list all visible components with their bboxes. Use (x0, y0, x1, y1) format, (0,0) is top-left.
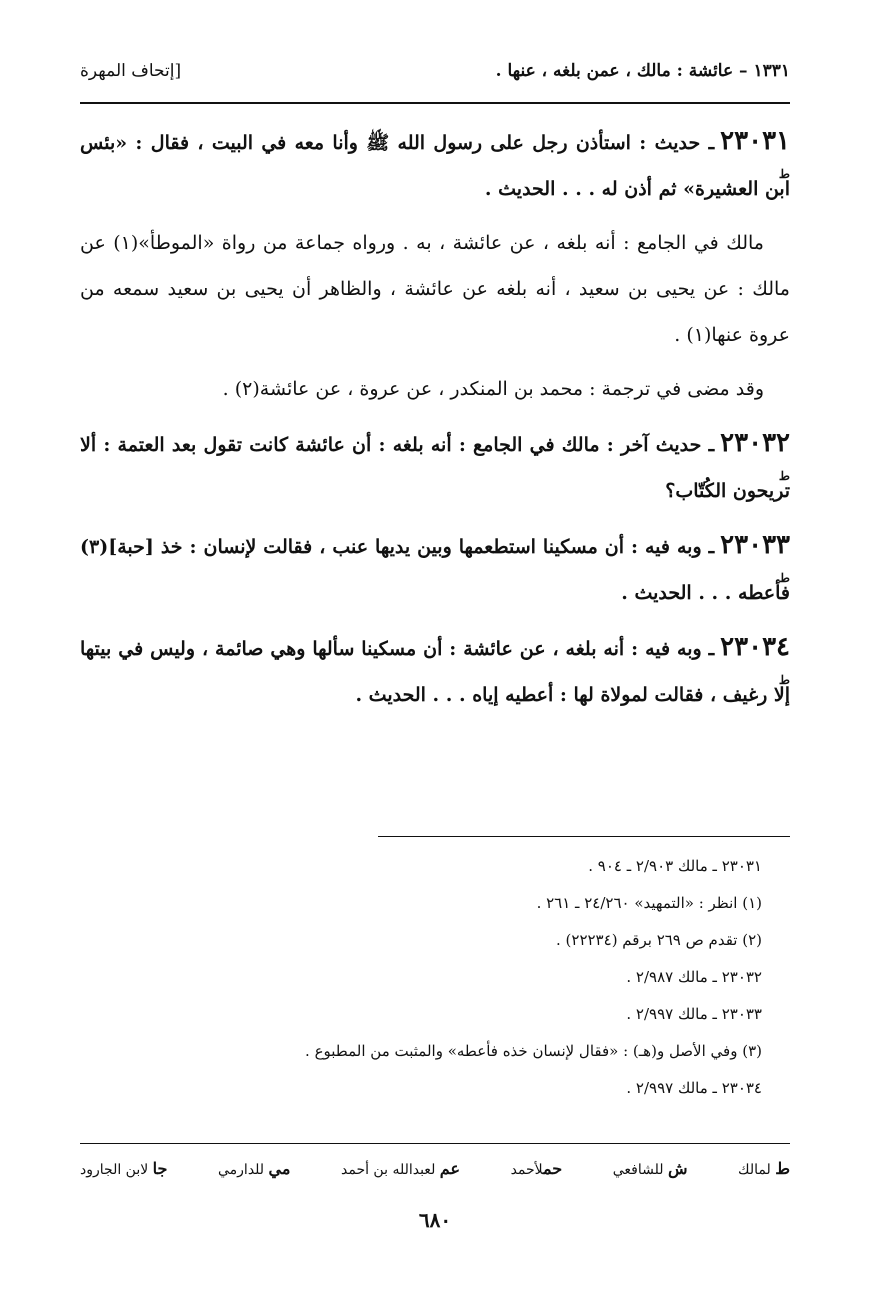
legend-item: جا لابن الجارود (80, 1159, 168, 1178)
footnote: (٣) وفي الأصل و(هـ) : «فقال لإنسان خذه فأعطه» والمثبت من المطبوع . (305, 1042, 762, 1060)
legend-item: حملأحمد (510, 1159, 563, 1178)
legend-item: ط لمالك (738, 1159, 790, 1178)
main-text (80, 118, 790, 726)
running-header (80, 54, 790, 88)
hadith-number: ٢٣٠٣٣ ط (720, 530, 790, 585)
hadith-text: ـ حديث آخر : مالك في الجامع : أنه بلغه : أن عائشة كانت تقول بعد العتمة : ألا تريحون الكُتّاب؟ (80, 434, 790, 502)
commentary-paragraph: وقد مضى في ترجمة : محمد بن المنكدر ، عن عروة ، عن عائشة(٢) . (222, 378, 764, 400)
source-siglum: ط (778, 469, 790, 483)
footnote: (٢) تقدم ص ٢٦٩ برقم (٢٢٢٣٤) . (556, 931, 762, 949)
header-chapter-title: ١٣٣١ – عائشة : مالك ، عمن بلغه ، عنها . (495, 61, 790, 81)
hadith-text: ـ وبه فيه : أنه بلغه ، عن عائشة : أن مسكينا سألها وهي صائمة ، وليس في بيتها إلا رغيف ، فقالت لمولاة لها : أعطيه إياه . . . الحديث . (80, 638, 790, 706)
commentary-paragraph: مالك في الجامع : أنه بلغه ، عن عائشة ، به . ورواه جماعة من رواة «الموطأ»(١) عن مالك : عن يحيى بن سعيد ، أنه بلغه عن عائشة ، والظاهر أن يحيى بن سعيد سمعه من عروة عنها(١) . (80, 232, 790, 346)
legend-item: عم لعبدالله بن أحمد (341, 1159, 460, 1178)
footnote-divider (378, 836, 790, 837)
hadith-entry-23033 (80, 522, 790, 616)
hadith-number: ٢٣٠٣٢ ط (720, 428, 790, 483)
footnote: ٢٣٠٣١ ـ مالك ٢/٩٠٣ ـ ٩٠٤ . (588, 857, 762, 875)
source-siglum: ط (778, 167, 790, 181)
footnote: ٢٣٠٣٢ ـ مالك ٢/٩٨٧ . (626, 968, 762, 986)
legend-divider (80, 1143, 790, 1144)
source-siglum: ط (778, 673, 790, 687)
hadith-text: ـ حديث : استأذن رجل على رسول الله ﷺ وأنا معه في البيت ، فقال : «بئس ابن العشيرة» ثم أذن له . . . الحديث . (80, 132, 790, 200)
source-siglum: ط (778, 571, 790, 585)
header-book-title: [إتحاف المهرة (80, 61, 182, 81)
sigla-legend (80, 1152, 790, 1187)
footnote: ٢٣٠٣٣ ـ مالك ٢/٩٩٧ . (626, 1005, 762, 1023)
footnotes (80, 848, 762, 1107)
book-page (80, 0, 790, 1313)
hadith-text: ـ وبه فيه : أن مسكينا استطعمها وبين يديها عنب ، فقالت لإنسان : خذ [حبة](٣) فأعطه . . . الحديث . (80, 536, 790, 604)
footnote: (١) انظر : «التمهيد» ٢٤/٢٦٠ ـ ٢٦١ . (536, 894, 762, 912)
page-number: ٦٨٠ (418, 1208, 452, 1232)
hadith-number: ٢٣٠٣١ ط (720, 126, 790, 181)
hadith-number: ٢٣٠٣٤ ط (720, 632, 790, 687)
footnote: ٢٣٠٣٤ ـ مالك ٢/٩٩٧ . (626, 1079, 762, 1097)
legend-item: ش للشافعي (612, 1159, 688, 1178)
hadith-entry-23032 (80, 420, 790, 514)
header-divider (80, 102, 790, 104)
legend-item: مي للدارمي (218, 1159, 291, 1178)
hadith-entry-23034 (80, 624, 790, 718)
hadith-entry-23031 (80, 118, 790, 212)
